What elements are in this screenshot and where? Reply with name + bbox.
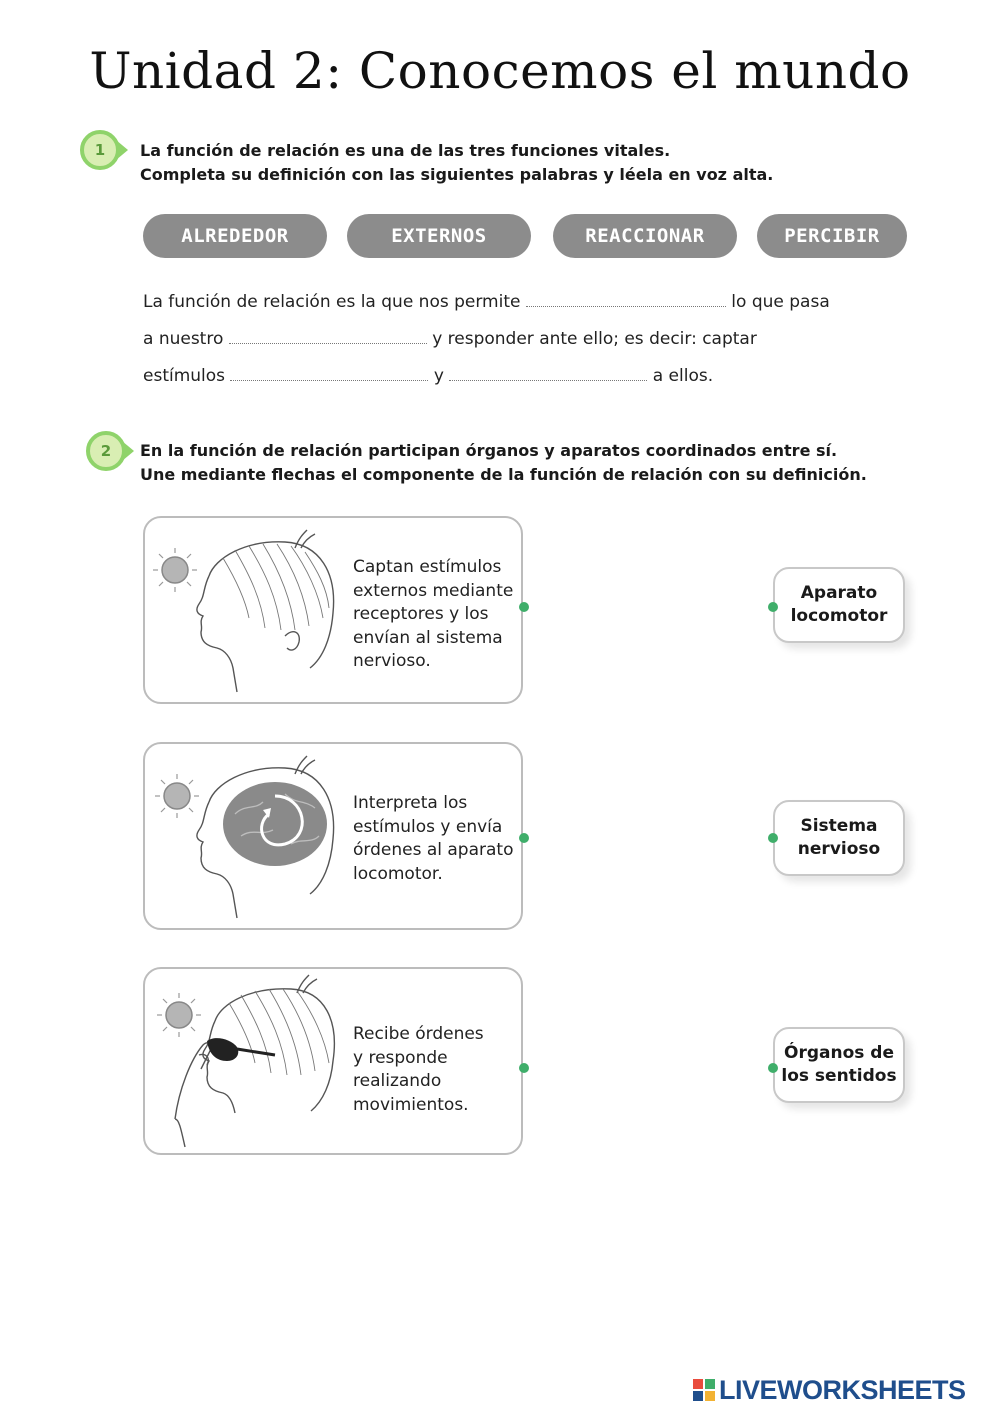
badge-arrow-icon: [116, 140, 128, 160]
text-line: los sentidos: [781, 1066, 897, 1086]
text-line: movimientos.: [353, 1094, 469, 1115]
logo-square: [705, 1379, 715, 1389]
text-line: nervioso: [797, 839, 881, 859]
text-line: Aparato: [800, 583, 878, 603]
text-line: nervioso.: [353, 651, 431, 671]
component-box-organos-sentidos: [773, 1027, 905, 1103]
logo-square: [693, 1379, 703, 1389]
head-with-brain-illustration: [145, 744, 345, 932]
sentence-text: a ellos.: [652, 366, 714, 386]
text-line: Captan estímulos: [353, 557, 502, 577]
text-line: receptores y los: [353, 604, 489, 624]
text-line: realizando: [353, 1071, 442, 1091]
blank-input-2[interactable]: [229, 329, 427, 344]
text-line: y responde: [353, 1047, 448, 1068]
logo-text: LIVEWORKSHEETS: [719, 1374, 966, 1405]
sun-icon: [153, 548, 197, 592]
connector-dot-right-2[interactable]: [768, 833, 778, 843]
sentence-text: y responder ante ello; es decir: captar: [432, 329, 757, 349]
text-line: órdenes al aparato: [353, 840, 514, 860]
exercise-1-badge: [80, 130, 120, 170]
component-box-aparato-locomotor: [773, 567, 905, 643]
badge-arrow-icon: [122, 441, 134, 461]
exercise-number: 2: [86, 431, 126, 471]
word-chip-externos[interactable]: EXTERNOS: [347, 214, 531, 258]
text-line: envían al sistema: [353, 627, 503, 648]
definition-card-2: [143, 742, 523, 930]
sentence-text: a nuestro: [143, 329, 224, 349]
definition-card-3: [143, 967, 523, 1155]
logo-squares-icon: [693, 1379, 715, 1401]
sentence-line-1: [143, 292, 830, 312]
connector-dot-left-3[interactable]: [519, 1063, 529, 1073]
text-line: Recibe órdenes: [353, 1024, 484, 1044]
text-line: Interpreta los: [353, 793, 468, 813]
sentence-line-3: [143, 366, 713, 386]
text-line: locomotor: [790, 606, 888, 626]
exercise-2-instruction: [140, 439, 867, 487]
liveworksheets-logo: [693, 1376, 966, 1404]
logo-square: [693, 1391, 703, 1401]
sun-icon: [157, 993, 201, 1037]
exercise-2-badge: [86, 431, 126, 471]
text-line: Sistema: [800, 816, 878, 836]
sentence-text: lo que pasa: [731, 292, 830, 312]
word-chip-reaccionar[interactable]: REACCIONAR: [553, 214, 737, 258]
instruction-line: La función de relación es una de las tres funciones vitales.: [140, 141, 671, 160]
blank-input-4[interactable]: [449, 366, 647, 381]
connector-dot-right-3[interactable]: [768, 1063, 778, 1073]
word-chip-alrededor[interactable]: ALREDEDOR: [143, 214, 327, 258]
blank-input-1[interactable]: [526, 292, 726, 307]
connector-dot-right-1[interactable]: [768, 602, 778, 612]
sentence-text: estímulos: [143, 366, 226, 386]
text-line: Órganos de: [784, 1043, 894, 1063]
exercise-1-instruction: [140, 139, 773, 187]
connector-dot-left-2[interactable]: [519, 833, 529, 843]
definition-text: [353, 792, 513, 886]
connector-dot-left-1[interactable]: [519, 602, 529, 612]
instruction-line: Completa su definición con las siguientes palabras y léela en voz alta.: [140, 165, 774, 184]
text-line: locomotor.: [353, 863, 443, 884]
instruction-line: En la función de relación participan órganos y aparatos coordinados entre sí.: [140, 441, 838, 460]
sentence-text: y: [433, 366, 444, 386]
definition-text: [353, 1023, 484, 1117]
brain-icon: [223, 782, 327, 866]
sentence-text: La función de relación es la que nos permite: [143, 292, 521, 312]
head-profile-icon: [197, 530, 334, 692]
sun-icon: [155, 774, 199, 818]
word-chip-percibir[interactable]: PERCIBIR: [757, 214, 907, 258]
text-line: externos mediante: [353, 580, 514, 601]
head-profile-icon: [175, 975, 334, 1147]
instruction-line: Une mediante flechas el componente de la función de relación con su definición.: [140, 465, 867, 484]
exercise-number: 1: [80, 130, 120, 170]
page-title: Unidad 2: Conocemos el mundo: [89, 42, 911, 100]
sunglasses-icon: [207, 1038, 275, 1061]
definition-text: [353, 556, 513, 674]
head-with-sunglasses-illustration: [145, 969, 345, 1157]
text-line: estímulos y envía: [353, 816, 503, 837]
head-with-sun-illustration: [145, 518, 345, 706]
definition-card-1: [143, 516, 523, 704]
sentence-line-2: [143, 329, 757, 349]
logo-square: [705, 1391, 715, 1401]
component-box-sistema-nervioso: [773, 800, 905, 876]
blank-input-3[interactable]: [230, 366, 428, 381]
